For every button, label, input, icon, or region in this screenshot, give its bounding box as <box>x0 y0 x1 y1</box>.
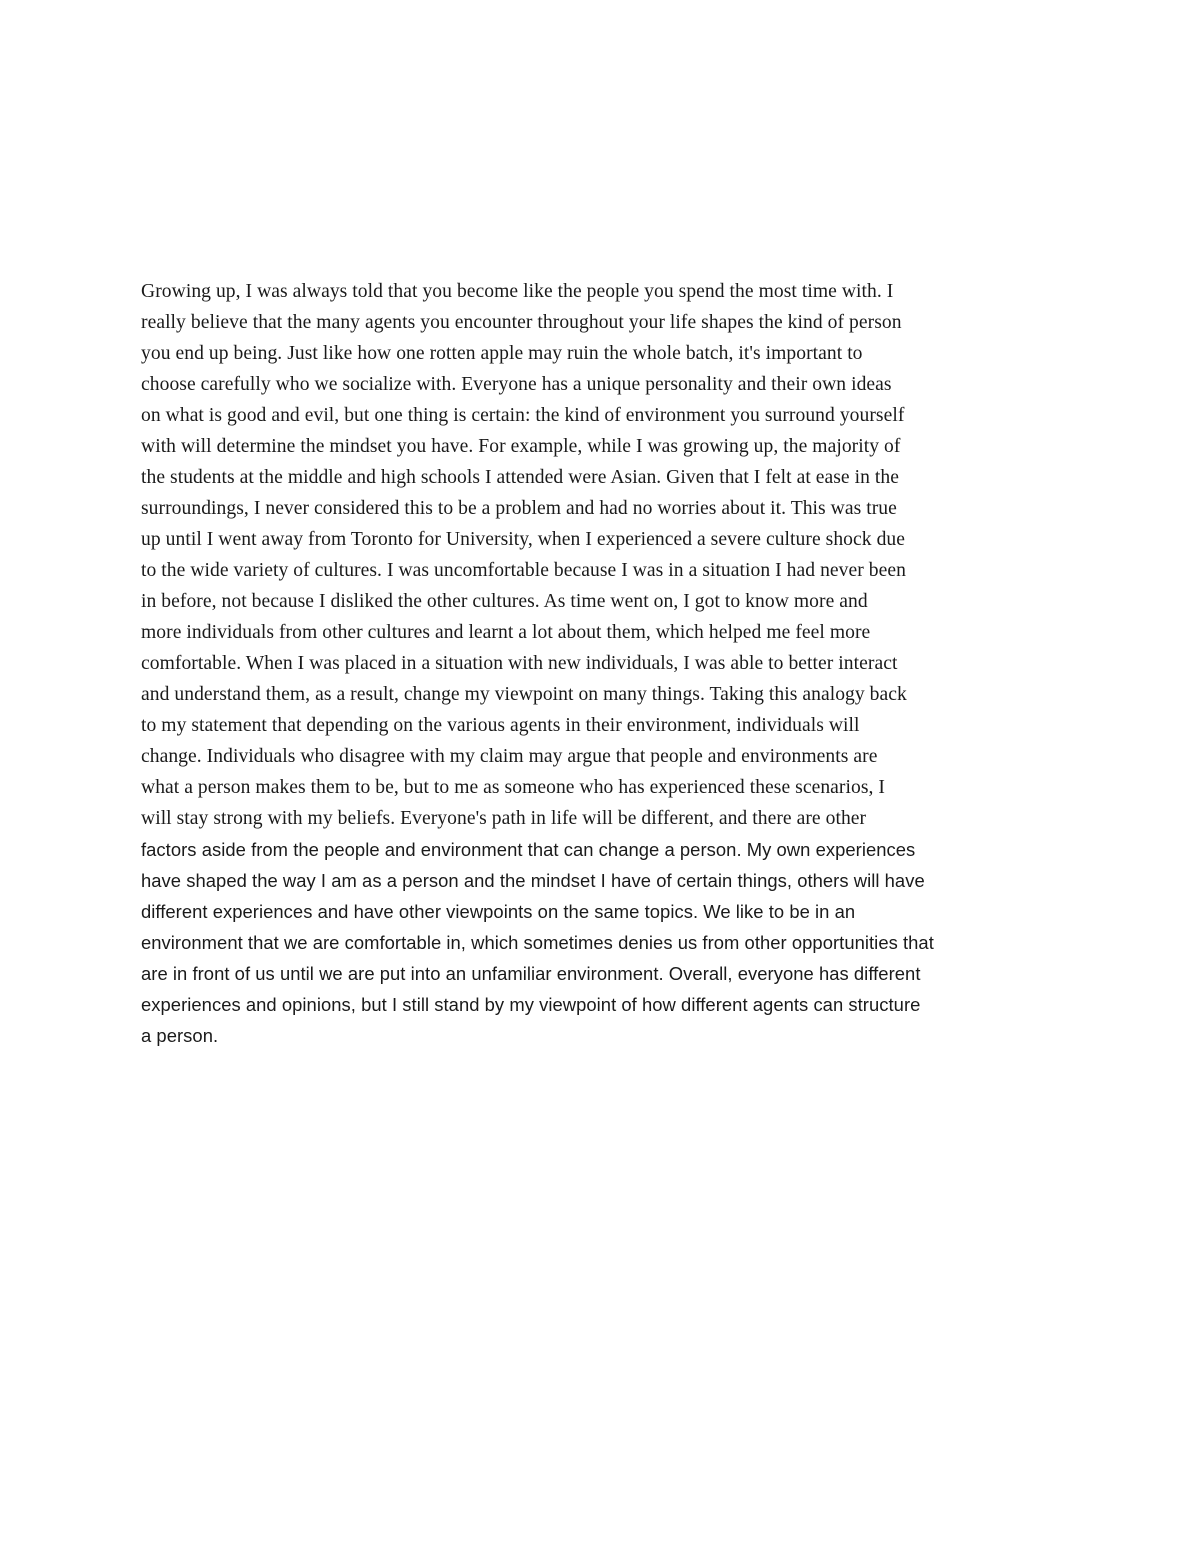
paragraph-line: choose carefully who we socialize with. Everyone has a unique personality and their own ideas <box>141 374 892 395</box>
paragraph-line: on what is good and evil, but one thing is certain: the kind of environment you surround yourself <box>141 405 905 426</box>
paragraph-line: in before, not because I disliked the other cultures. As time went on, I got to know more and <box>141 591 868 612</box>
paragraph-line: with will determine the mindset you have. For example, while I was growing up, the majority of <box>141 436 901 457</box>
paragraph-line: will stay strong with my beliefs. Everyone's path in life will be different, and there are other <box>141 808 867 829</box>
paragraph-line: comfortable. When I was placed in a situation with new individuals, I was able to better interact <box>141 653 898 674</box>
paragraph-line: really believe that the many agents you encounter throughout your life shapes the kind of person <box>141 312 902 333</box>
paragraph-line: to my statement that depending on the various agents in their environment, individuals will <box>141 715 860 736</box>
paragraph-line: surroundings, I never considered this to be a problem and had no worries about it. This was true <box>141 498 897 519</box>
paragraph-line: have shaped the way I am as a person and the mindset I have of certain things, others will have <box>141 870 925 891</box>
paragraph-line: the students at the middle and high schools I attended were Asian. Given that I felt at ease in the <box>141 467 900 488</box>
paragraph-line: factors aside from the people and environment that can change a person. My own experiences <box>141 839 916 860</box>
paragraph-line: you end up being. Just like how one rotten apple may ruin the whole batch, it's important to <box>141 343 863 364</box>
paragraph-line: experiences and opinions, but I still stand by my viewpoint of how different agents can structure <box>141 994 921 1015</box>
essay-paragraph <box>141 276 1071 1051</box>
paragraph-line: a person. <box>141 1025 219 1046</box>
paragraph-line: Growing up, I was always told that you become like the people you spend the most time with. I <box>141 281 894 302</box>
paragraph-line: are in front of us until we are put into an unfamiliar environment. Overall, everyone has different <box>141 963 921 984</box>
paragraph-line: more individuals from other cultures and learnt a lot about them, which helped me feel more <box>141 622 871 643</box>
paragraph-line: different experiences and have other viewpoints on the same topics. We like to be in an <box>141 901 856 922</box>
paragraph-line: and understand them, as a result, change my viewpoint on many things. Taking this analogy back <box>141 684 907 705</box>
paragraph-line: up until I went away from Toronto for University, when I experienced a severe culture shock due <box>141 529 906 550</box>
paragraph-line: environment that we are comfortable in, which sometimes denies us from other opportunities that <box>141 932 934 953</box>
paragraph-line: change. Individuals who disagree with my claim may argue that people and environments are <box>141 746 878 767</box>
paragraph-line: to the wide variety of cultures. I was uncomfortable because I was in a situation I had never been <box>141 560 906 581</box>
paragraph-line: what a person makes them to be, but to me as someone who has experienced these scenarios, I <box>141 777 885 798</box>
